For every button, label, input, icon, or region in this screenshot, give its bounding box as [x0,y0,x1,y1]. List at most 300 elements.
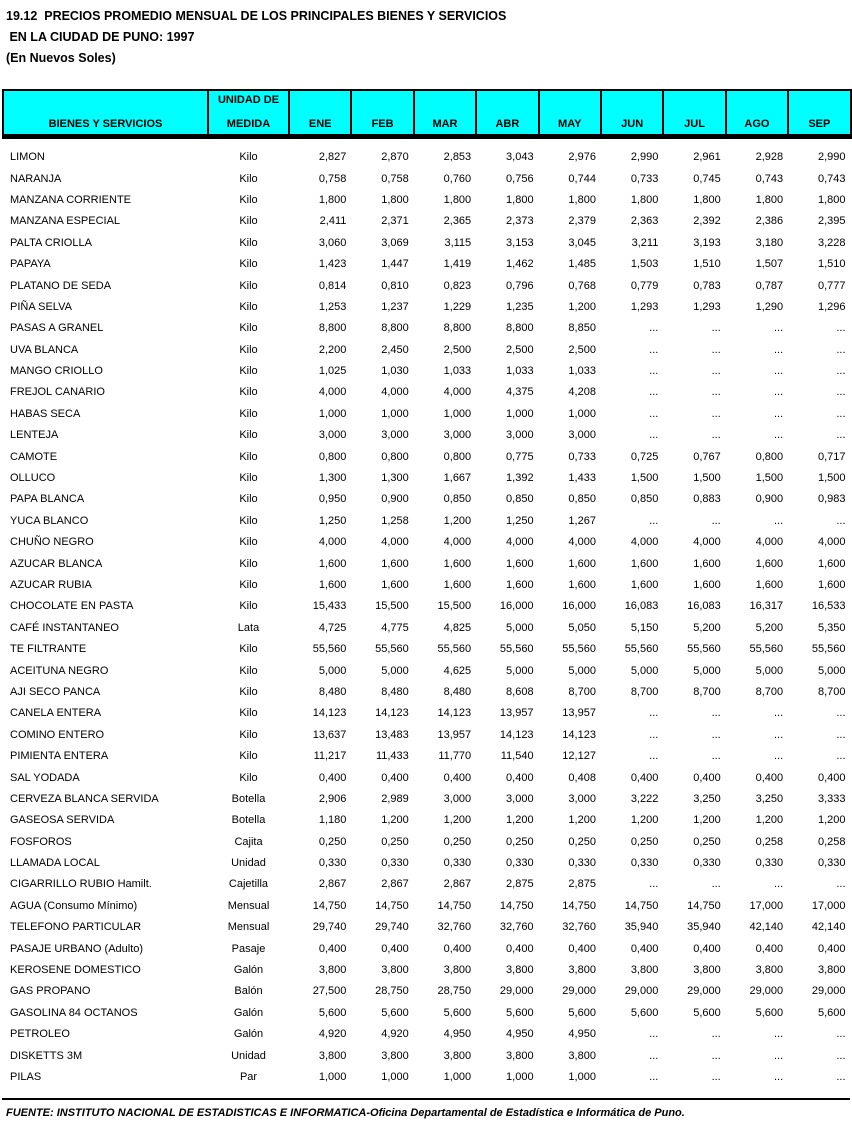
price-value: ... [836,1028,846,1041]
price-value: 3,800 [506,1049,534,1062]
price-value: 0,850 [506,493,534,506]
price-value: ... [711,386,721,399]
price-value: 0,330 [443,857,472,870]
item-name: PETROLEO [10,1028,70,1041]
price-value: 14,750 [499,899,534,912]
price-value: 1,600 [443,557,472,570]
price-value: 1,500 [817,472,846,485]
price-value: 0,796 [506,279,534,292]
price-value: 0,733 [568,450,596,463]
price-value: 29,740 [375,921,409,934]
col-header-month-feb: FEB [351,90,413,137]
price-value: 0,250 [693,835,721,848]
price-value: 2,450 [381,343,409,356]
table-row [3,403,851,424]
price-value: 1,800 [568,193,596,206]
item-name: GASEOSA SERVIDA [10,814,115,827]
price-value: 1,200 [630,814,659,827]
price-value: 1,180 [318,814,347,827]
price-value: ... [773,878,784,891]
item-unit: Balón [234,985,263,998]
price-value: 3,000 [318,429,347,442]
table-row [3,446,851,467]
price-value: 0,983 [817,493,846,506]
price-value: 0,787 [755,279,784,292]
price-value: 1,800 [506,193,534,206]
price-value: 4,825 [443,621,472,634]
price-value: ... [711,1070,721,1083]
price-value: 2,906 [318,792,347,805]
price-value: 3,800 [568,964,596,977]
price-value: 3,228 [817,236,846,249]
price-value: 1,485 [568,258,596,271]
price-value: 1,800 [817,193,846,206]
price-value: 0,330 [381,857,409,870]
price-value: 14,750 [687,899,721,912]
price-value: ... [649,1049,659,1062]
price-value: 1,433 [568,472,596,485]
price-value: 16,083 [624,600,659,613]
price-value: 0,758 [318,172,347,185]
price-value: 2,365 [443,215,472,228]
price-value: 1,507 [755,258,784,271]
price-value: ... [773,343,784,356]
prices-table [2,89,852,1088]
item-name: AZUCAR RUBIA [10,579,92,591]
price-value: 1,503 [630,258,659,271]
price-value: 0,400 [443,942,472,955]
price-value: 55,560 [499,643,534,656]
price-value: 3,800 [381,964,409,977]
price-value: 1,600 [318,557,347,570]
price-value: 4,950 [568,1028,596,1041]
price-value: 5,200 [693,621,721,634]
col-header-month-may: MAY [539,90,601,137]
price-value: 17,000 [749,899,784,912]
price-value: 3,800 [318,964,347,977]
price-value: 16,000 [499,600,534,613]
price-value: 8,700 [817,685,846,698]
price-value: 4,920 [318,1028,347,1041]
item-name: PASAJE URBANO (Adulto) [10,942,144,955]
price-value: 14,750 [375,899,409,912]
item-unit: Lata [237,621,260,634]
price-value: 14,123 [499,728,534,741]
price-value: 13,483 [375,728,409,741]
item-name: FOSFOROS [10,835,72,848]
item-name: PIÑA SELVA [10,300,72,313]
price-value: ... [773,1070,784,1083]
price-value: 1,200 [568,814,596,827]
price-value: 29,000 [499,985,534,998]
price-value: 4,950 [443,1028,472,1041]
price-value: 1,300 [318,472,347,485]
price-value: 4,000 [506,536,534,549]
unit-header-line1: UNIDAD DE [217,94,280,106]
price-value: ... [649,365,659,378]
price-value: 1,800 [755,193,784,206]
price-value: 2,867 [381,878,409,891]
unit-header-lines [211,94,286,130]
price-value: 3,180 [755,236,784,249]
price-value: 2,500 [443,343,472,356]
price-value: 11,433 [375,750,409,763]
col-header-bienes-y-servicios: BIENES Y SERVICIOS [3,90,208,137]
item-name: PILAS [10,1070,42,1083]
price-value: 5,600 [817,1006,846,1019]
price-value: 1,600 [506,557,534,570]
price-value: 1,600 [817,557,846,570]
price-value: 3,000 [506,429,534,442]
document-title: 19.12 PRECIOS PROMEDIO MENSUAL DE LOS PRINCIPALES BIENES Y SERVICIOS [6,9,507,23]
item-name: MANGO CRIOLLO [10,365,103,378]
price-value: ... [711,878,721,891]
item-unit: Kilo [239,193,258,206]
price-value: 3,060 [318,236,347,249]
price-value: 0,768 [568,279,596,292]
price-value: 5,000 [506,621,534,634]
price-value: 14,750 [437,899,472,912]
table-row [3,168,851,189]
price-value: ... [711,407,721,420]
price-value: 3,000 [568,429,596,442]
price-value: 32,760 [437,921,472,934]
price-value: 1,423 [318,258,347,271]
table-row [3,938,851,959]
price-value: 1,033 [568,365,596,378]
price-value: 1,200 [755,814,784,827]
price-value: ... [773,429,784,442]
item-unit: Kilo [239,664,258,677]
col-header-unidad-de-medida [208,90,289,137]
table-row [3,296,851,317]
source-note-rule [2,1098,850,1121]
price-value: 4,775 [381,621,409,634]
price-value: 2,928 [755,151,784,164]
item-unit: Kilo [239,279,258,292]
price-value: 1,300 [381,472,409,485]
price-value: 29,000 [749,985,784,998]
table-row [3,574,851,595]
price-value: ... [711,429,721,442]
price-value: 55,560 [624,643,659,656]
price-value: 0,330 [506,857,534,870]
price-value: 0,400 [630,942,659,955]
price-value: 1,000 [381,1070,409,1083]
item-unit: Kilo [239,407,258,420]
price-value: 1,600 [755,579,784,591]
price-value: 2,363 [630,215,659,228]
item-name: SAL YODADA [10,771,80,784]
price-value: 0,400 [506,771,534,784]
price-value: 1,000 [318,1070,347,1083]
price-value: 42,140 [811,921,846,934]
price-value: 2,990 [630,151,659,164]
col-header-month-sep: SEP [788,90,850,137]
price-value: 1,000 [506,1070,534,1083]
price-value: 1,800 [381,193,409,206]
price-value: 5,600 [443,1006,472,1019]
price-value: 5,600 [506,1006,534,1019]
price-value: 0,883 [693,493,721,506]
price-value: 0,823 [443,279,472,292]
price-value: 0,330 [318,857,347,870]
col-header-month-jul: JUL [663,90,725,137]
table-row [3,745,851,766]
price-value: ... [649,386,659,399]
price-value: 5,000 [817,664,846,677]
price-value: 0,760 [443,172,472,185]
table-row [3,596,851,617]
price-value: 3,800 [443,964,472,977]
item-unit: Kilo [239,365,258,378]
price-value: 4,208 [568,386,596,399]
price-value: 5,600 [381,1006,409,1019]
item-unit: Kilo [239,172,258,185]
price-value: ... [773,1049,784,1062]
table-row [3,660,851,681]
price-value: 1,500 [693,472,721,485]
price-value: ... [711,514,721,527]
price-value: 3,250 [693,792,721,805]
table-row [3,959,851,980]
price-value: ... [711,1028,721,1041]
price-value: ... [836,322,846,335]
item-name: FREJOL CANARIO [10,386,105,399]
price-value: 1,250 [318,514,347,527]
price-value: 5,600 [693,1006,721,1019]
price-value: 14,750 [562,899,596,912]
price-value: 12,127 [562,750,596,763]
price-value: 13,957 [562,707,596,720]
item-name: CERVEZA BLANCA SERVIDA [10,792,159,805]
price-value: 2,961 [693,151,721,164]
item-name: MANZANA ESPECIAL [10,215,121,228]
price-value: 3,211 [631,236,659,249]
price-value: 0,250 [506,835,534,848]
price-value: ... [649,728,659,741]
item-unit: Kilo [239,771,258,784]
price-value: 3,153 [506,236,534,249]
item-name: OLLUCO [10,472,56,485]
price-value: 0,400 [755,942,784,955]
item-unit: Kilo [239,258,258,271]
table-row [3,382,851,403]
item-name: LIMON [10,151,45,164]
price-value: 3,000 [506,792,534,805]
table-row [3,147,851,168]
price-value: 5,350 [817,621,846,634]
unit-header-line2: MEDIDA [226,118,271,130]
price-value: 1,667 [443,472,472,485]
item-unit: Pasaje [231,942,266,955]
price-value: 0,717 [817,450,846,463]
price-value: ... [836,878,846,891]
item-unit: Kilo [239,300,258,313]
item-name: CHOCOLATE EN PASTA [10,600,134,613]
price-value: 4,000 [693,536,721,549]
price-value: 1,000 [568,1070,596,1083]
price-value: 3,800 [817,964,846,977]
item-name: CAMOTE [10,450,58,463]
col-header-month-abr: ABR [476,90,538,137]
price-value: 1,600 [443,579,472,591]
item-name: LENTEJA [10,429,59,442]
price-value: 1,000 [568,407,596,420]
price-value: ... [649,750,659,763]
price-value: 1,267 [568,514,596,527]
item-name: NARANJA [10,172,62,185]
price-value: 3,800 [693,964,721,977]
item-name: PAPAYA [10,258,51,271]
price-value: 1,200 [381,814,409,827]
price-value: 2,870 [381,151,409,164]
table-row [3,1066,851,1087]
spacer-row [3,137,851,147]
price-value: 55,560 [375,643,409,656]
price-value: 0,330 [817,857,846,870]
price-value: 3,222 [630,792,659,805]
price-value: 1,253 [318,300,347,313]
price-value: 4,920 [381,1028,409,1041]
price-value: 0,810 [381,279,409,292]
item-name: KEROSENE DOMESTICO [10,964,141,977]
price-value: 0,400 [318,942,347,955]
price-value: ... [836,386,846,399]
price-value: ... [836,514,846,527]
price-value: 0,400 [568,942,596,955]
price-value: 8,480 [443,685,472,698]
price-value: 1,200 [817,814,846,827]
price-value: 1,510 [817,258,846,271]
price-value: ... [836,750,846,763]
table-row [3,703,851,724]
price-value: 8,700 [630,685,659,698]
item-name: GASOLINA 84 OCTANOS [10,1006,138,1019]
item-name: CIGARRILLO RUBIO Hamilt. [10,878,152,891]
item-unit: Botella [231,792,266,805]
price-value: 0,779 [630,279,659,292]
price-value: 1,033 [443,365,472,378]
price-value: 3,000 [443,429,472,442]
price-value: 0,733 [630,172,659,185]
price-value: 1,033 [506,365,534,378]
price-value: 1,000 [381,407,409,420]
price-value: 0,783 [693,279,721,292]
price-value: 0,330 [693,857,721,870]
item-unit: Kilo [239,322,258,335]
item-unit: Kilo [239,536,258,549]
price-value: 0,250 [630,835,659,848]
price-value: 2,827 [318,151,347,164]
price-value: 5,600 [755,1006,784,1019]
item-unit: Kilo [239,429,258,442]
price-value: 28,750 [375,985,409,998]
price-value: 3,333 [817,792,846,805]
price-value: 14,123 [312,707,347,720]
price-value: 8,800 [506,322,534,335]
price-value: 0,400 [693,771,721,784]
price-value: 2,395 [817,215,846,228]
price-value: ... [711,728,721,741]
price-value: 16,317 [749,600,784,613]
price-value: ... [711,1049,721,1062]
table-row [3,275,851,296]
price-value: 0,850 [443,493,472,506]
price-value: 5,600 [318,1006,347,1019]
price-value: 4,000 [381,386,409,399]
price-value: 1,200 [506,814,534,827]
price-value: 4,000 [381,536,409,549]
price-value: 5,000 [318,664,347,677]
table-row [3,831,851,852]
price-value: 4,000 [443,386,472,399]
table-row [3,788,851,809]
price-value: 3,193 [693,236,721,249]
item-unit: Kilo [239,215,258,228]
price-value: 16,000 [562,600,596,613]
table-row [3,467,851,488]
item-name: TELEFONO PARTICULAR [10,921,142,934]
table-row [3,1024,851,1045]
price-value: 1,200 [443,814,472,827]
price-value: ... [711,365,721,378]
item-name: CANELA ENTERA [10,707,102,720]
price-value: 1,600 [568,557,596,570]
price-value: ... [773,407,784,420]
price-value: 2,200 [318,343,347,356]
price-value: 2,373 [506,215,534,228]
price-value: ... [773,707,784,720]
price-value: 29,000 [811,985,846,998]
price-value: 3,800 [506,964,534,977]
price-value: ... [836,429,846,442]
price-value: 0,725 [630,450,659,463]
item-name: PAPA BLANCA [10,493,85,506]
price-value: 1,447 [381,258,409,271]
price-value: ... [836,1070,846,1083]
price-value: ... [773,728,784,741]
item-unit: Kilo [239,386,258,399]
price-value: 0,767 [693,450,721,463]
price-value: 32,760 [562,921,596,934]
price-value: 42,140 [749,921,784,934]
price-value: ... [773,1028,784,1041]
price-value: 1,235 [506,300,534,313]
price-value: 8,700 [693,685,721,698]
price-value: 14,123 [437,707,472,720]
price-value: 0,743 [817,172,846,185]
item-unit: Unidad [231,1049,266,1062]
price-value: 1,600 [381,579,409,591]
price-value: ... [836,365,846,378]
item-name: ACEITUNA NEGRO [10,664,109,677]
price-value: ... [836,707,846,720]
price-value: 0,814 [318,279,347,292]
price-value: 11,217 [313,750,347,763]
price-value: 4,375 [506,386,534,399]
price-value: 0,408 [568,771,596,784]
price-value: 1,600 [568,579,596,591]
price-value: 1,296 [817,300,846,313]
price-value: 0,250 [568,835,596,848]
table-row [3,617,851,638]
item-name: MANZANA CORRIENTE [10,193,132,206]
item-unit: Kilo [239,600,258,613]
price-value: 1,025 [318,365,347,378]
price-value: 17,000 [811,899,846,912]
price-value: ... [773,386,784,399]
